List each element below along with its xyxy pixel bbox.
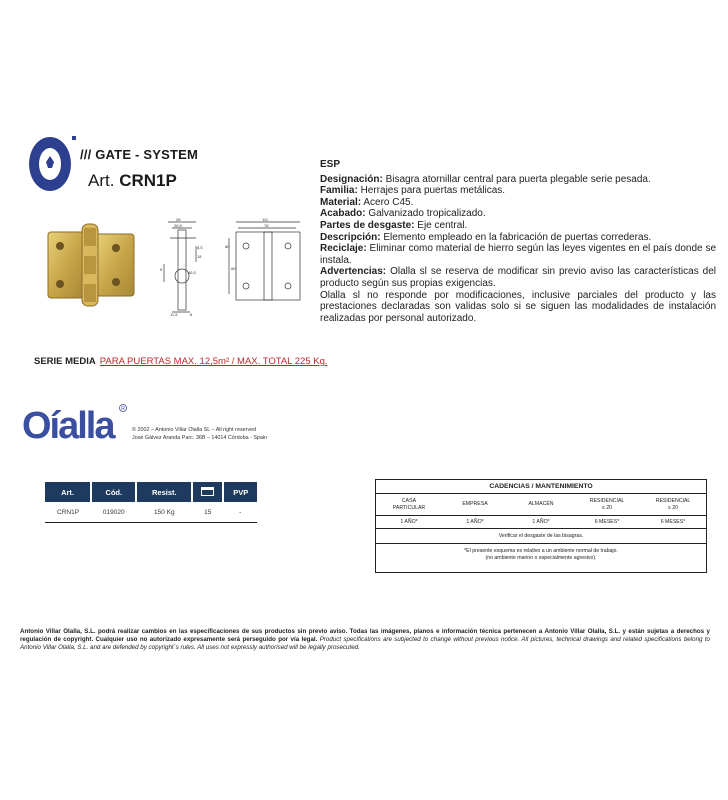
col-cod: Cód.	[91, 482, 136, 502]
desc-line: Descripción: Elemento empleado en la fabricación de puertas correderas.	[320, 231, 652, 243]
language-label: ESP	[320, 159, 341, 170]
table-row	[45, 502, 257, 523]
hinge-photo	[44, 222, 140, 308]
article-prefix: Art.	[88, 171, 115, 190]
legal-notice	[20, 628, 710, 653]
copyright	[132, 427, 267, 442]
svg-text:R: R	[121, 405, 125, 412]
desc-line: Partes de desgaste: Eje central.	[320, 219, 468, 231]
desc-line: Familia: Herrajes para puertas metálicas.	[320, 185, 506, 197]
value-cell: 6 MESES*	[594, 518, 620, 525]
desc-line: Advertencias: Olalla sl se reserva de modificar sin previo aviso las características del producto según sus propias exigencias.	[320, 266, 717, 289]
dim-label: 5	[160, 267, 163, 272]
product-description	[320, 159, 716, 324]
col-box	[192, 482, 223, 502]
box-icon	[201, 487, 214, 496]
cell: 15	[192, 502, 223, 523]
desc-extra: Olalla sl no responde por modificaciones, inclusive parciales del producto y las prestaciones declaradas son validas solo si se siguen las modalidades de instalación realizadas por personal autorizado.	[320, 289, 716, 324]
header-cell: CASA PARTICULAR	[392, 498, 426, 511]
article-title	[88, 171, 177, 191]
maintenance-footer	[376, 544, 706, 562]
address-line: José Gálvez Aranda Parc. 36B – 14014 Córdoba - Spain	[132, 434, 268, 441]
maintenance-header	[376, 494, 706, 516]
series-title: /// GATE - SYSTEM	[80, 147, 199, 162]
dim-label: 60	[231, 266, 236, 271]
header-cell: ALMACÉN	[528, 501, 554, 508]
desc-line: Material: Acero C45.	[320, 196, 414, 208]
product-table	[45, 482, 257, 523]
olalla-logo	[22, 402, 130, 447]
col-art: Art.	[45, 482, 91, 502]
maintenance-title: CADENCIAS / MANTENIMIENTO	[376, 480, 706, 494]
header-cell: RESIDENCIAL ≥ 20	[655, 498, 691, 511]
maintenance-table	[375, 479, 707, 573]
desc-line: Reciclaje: Eliminar como material de hierro según las leyes vigentes en el país donde se instala.	[320, 243, 716, 266]
brand-o-logo	[28, 134, 78, 194]
dim-label: 28	[176, 217, 181, 222]
header-cell: RESIDENCIAL ≤ 20	[589, 498, 625, 511]
col-pvp: PVP	[223, 482, 257, 502]
dim-label: 46,5	[188, 270, 196, 275]
value-cell: 6 MESES*	[660, 518, 686, 525]
footer-line: (no ambiente marino o especialmente agresivo).	[485, 555, 597, 561]
copyright-line: © 2002 – Antonio Villar Olalla SL – All right reserved	[132, 427, 257, 433]
serie-info	[34, 356, 328, 367]
hinge-side-drawing	[160, 218, 208, 318]
article-code: CRN1P	[119, 171, 177, 190]
dim-label: 8	[190, 312, 193, 317]
serie-label: SERIE MEDIA	[34, 356, 96, 367]
value-cell: 1 AÑO*	[532, 518, 550, 525]
legal-spanish: Antonio Villar Olalla, S.L. podrá realizar cambios en las especificaciones de sus productos sin previo aviso. Todas las imágenes, planos e información técnica pertenecen a Antonio Villar Olalla, S.L. y están sujetas a derechos y regulación de copyright. Cualquier uso no autorizado expresamente será perseguido por vía legal.	[20, 628, 710, 644]
header-cell: EMPRESA	[462, 501, 488, 508]
cell: CRN1P	[45, 502, 91, 523]
dim-label: 8,5	[197, 245, 203, 250]
dim-label: 11,5	[170, 312, 178, 317]
footer-line: *El presente esquema es relativo a un ambiente normal de trabajo.	[464, 548, 618, 554]
cell: 150 Kg	[136, 502, 192, 523]
maintenance-values	[376, 516, 706, 529]
dim-label: 80	[225, 244, 230, 249]
logo-text: Oíalla	[22, 405, 114, 447]
serie-link[interactable]: PARA PUERTAS MAX. 12,5m² / MAX. TOTAL 225 Kg.	[99, 356, 328, 367]
value-cell: 1 AÑO*	[466, 518, 484, 525]
value-cell: 1 AÑO*	[400, 518, 418, 525]
hinge-front-drawing	[226, 218, 308, 304]
dim-label: 78	[264, 223, 269, 228]
dim-label: 18	[197, 254, 202, 259]
desc-line: Acabado: Galvanizado tropicalizado.	[320, 208, 486, 220]
table-header	[45, 482, 257, 502]
cell: 019020	[91, 502, 136, 523]
desc-line: Designación: Bisagra atornillar central para puerta plegable serie pesada.	[320, 173, 651, 185]
legal-english: Product specifications are subjected to change without previous notice. All pictures, technical drawings and related specifications belong to Antonio Villar Olalla, S.L. and are defended by copyright´s rules. All uses not expressly authorised will be legally prosecuted.	[20, 636, 710, 652]
maintenance-note: Verificar el desgaste de las bisagras.	[376, 529, 706, 544]
dim-label: 111	[262, 217, 269, 222]
col-resist: Resist.	[136, 482, 192, 502]
cell: -	[223, 502, 257, 523]
dim-label: 26,5	[174, 223, 182, 228]
